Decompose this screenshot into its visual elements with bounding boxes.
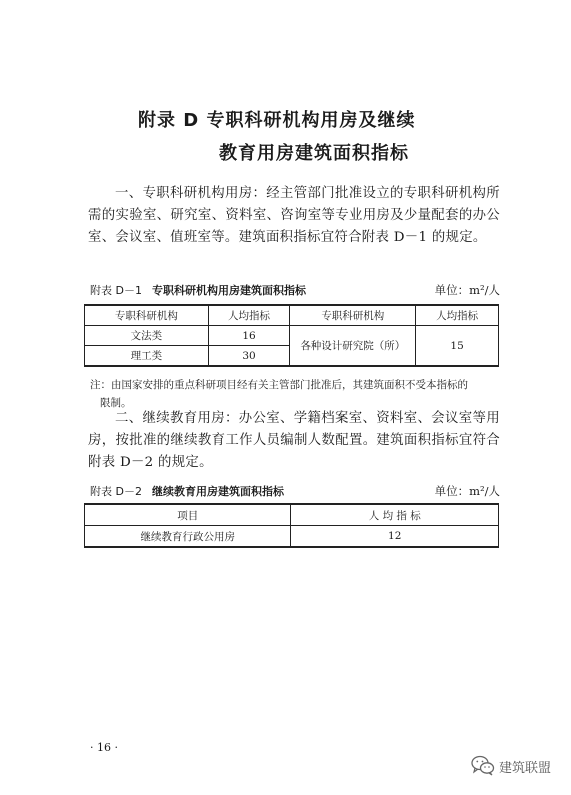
table1-note [90,376,502,412]
table-header-cell: 项目 [85,504,291,526]
page-number: · 16 · [90,741,118,754]
table-cell: 12 [291,526,499,548]
table-cell: 理工类 [85,346,209,367]
table-cell: 文法类 [85,326,209,346]
table-cell: 30 [208,346,290,367]
watermark [471,754,551,778]
table-cell: 各种设计研究院（所） [290,326,416,367]
table2-title: 继续教育用房建筑面积指标 [151,485,284,498]
appendix-title-line2: 教育用房建筑面积指标 [219,143,409,164]
table1-number: 附表 D－1 [90,284,142,297]
table-header-cell: 专职科研机构 [85,305,209,326]
table2-unit: 单位：m²/人 [434,484,500,498]
table1-unit: 单位：m²/人 [434,283,500,297]
appendix-title-line1: 附录 D 专职科研机构用房及继续 [138,110,416,131]
table-cell: 继续教育行政公用房 [85,526,291,548]
table-cell: 16 [208,326,290,346]
table-header-cell: 人均指标 [208,305,290,326]
note-line: 限制。 [100,397,132,409]
watermark-text: 建筑联盟 [499,760,552,776]
paragraph-research-rooms: 一、专职科研机构用房：经主管部门批准设立的专职科研机构所需的实验室、研究室、资料室、咨询室等专业用房及少量配套的办公室、会议室、值班室等。建筑面积指标宜符合附表 D－1 的规定。 [88,186,500,245]
table1 [84,304,499,367]
table-header-row [85,504,499,526]
table1-caption [90,282,500,300]
table-row [85,526,499,548]
table-cell: 15 [416,326,499,367]
table-header-cell: 人均指标 [416,305,499,326]
wechat-icon [471,755,495,777]
table2 [84,503,499,548]
table-header-cell: 专职科研机构 [290,305,416,326]
table-row [85,326,499,346]
table-header-cell: 人 均 指 标 [291,504,499,526]
table-header-row [85,305,499,326]
note-line: 注：由国家安排的重点科研项目经有关主管部门批准后，其建筑面积不受本指标的 [90,379,468,391]
table2-caption [90,483,500,501]
paragraph-continuing-education: 二、继续教育用房：办公室、学籍档案室、资料室、会议室等用房，按批准的继续教育工作人员编制人数配置。建筑面积指标宜符合附表 D－2 的规定。 [88,411,500,470]
table1-title: 专职科研机构用房建筑面积指标 [151,284,306,297]
table2-number: 附表 D－2 [90,485,142,498]
